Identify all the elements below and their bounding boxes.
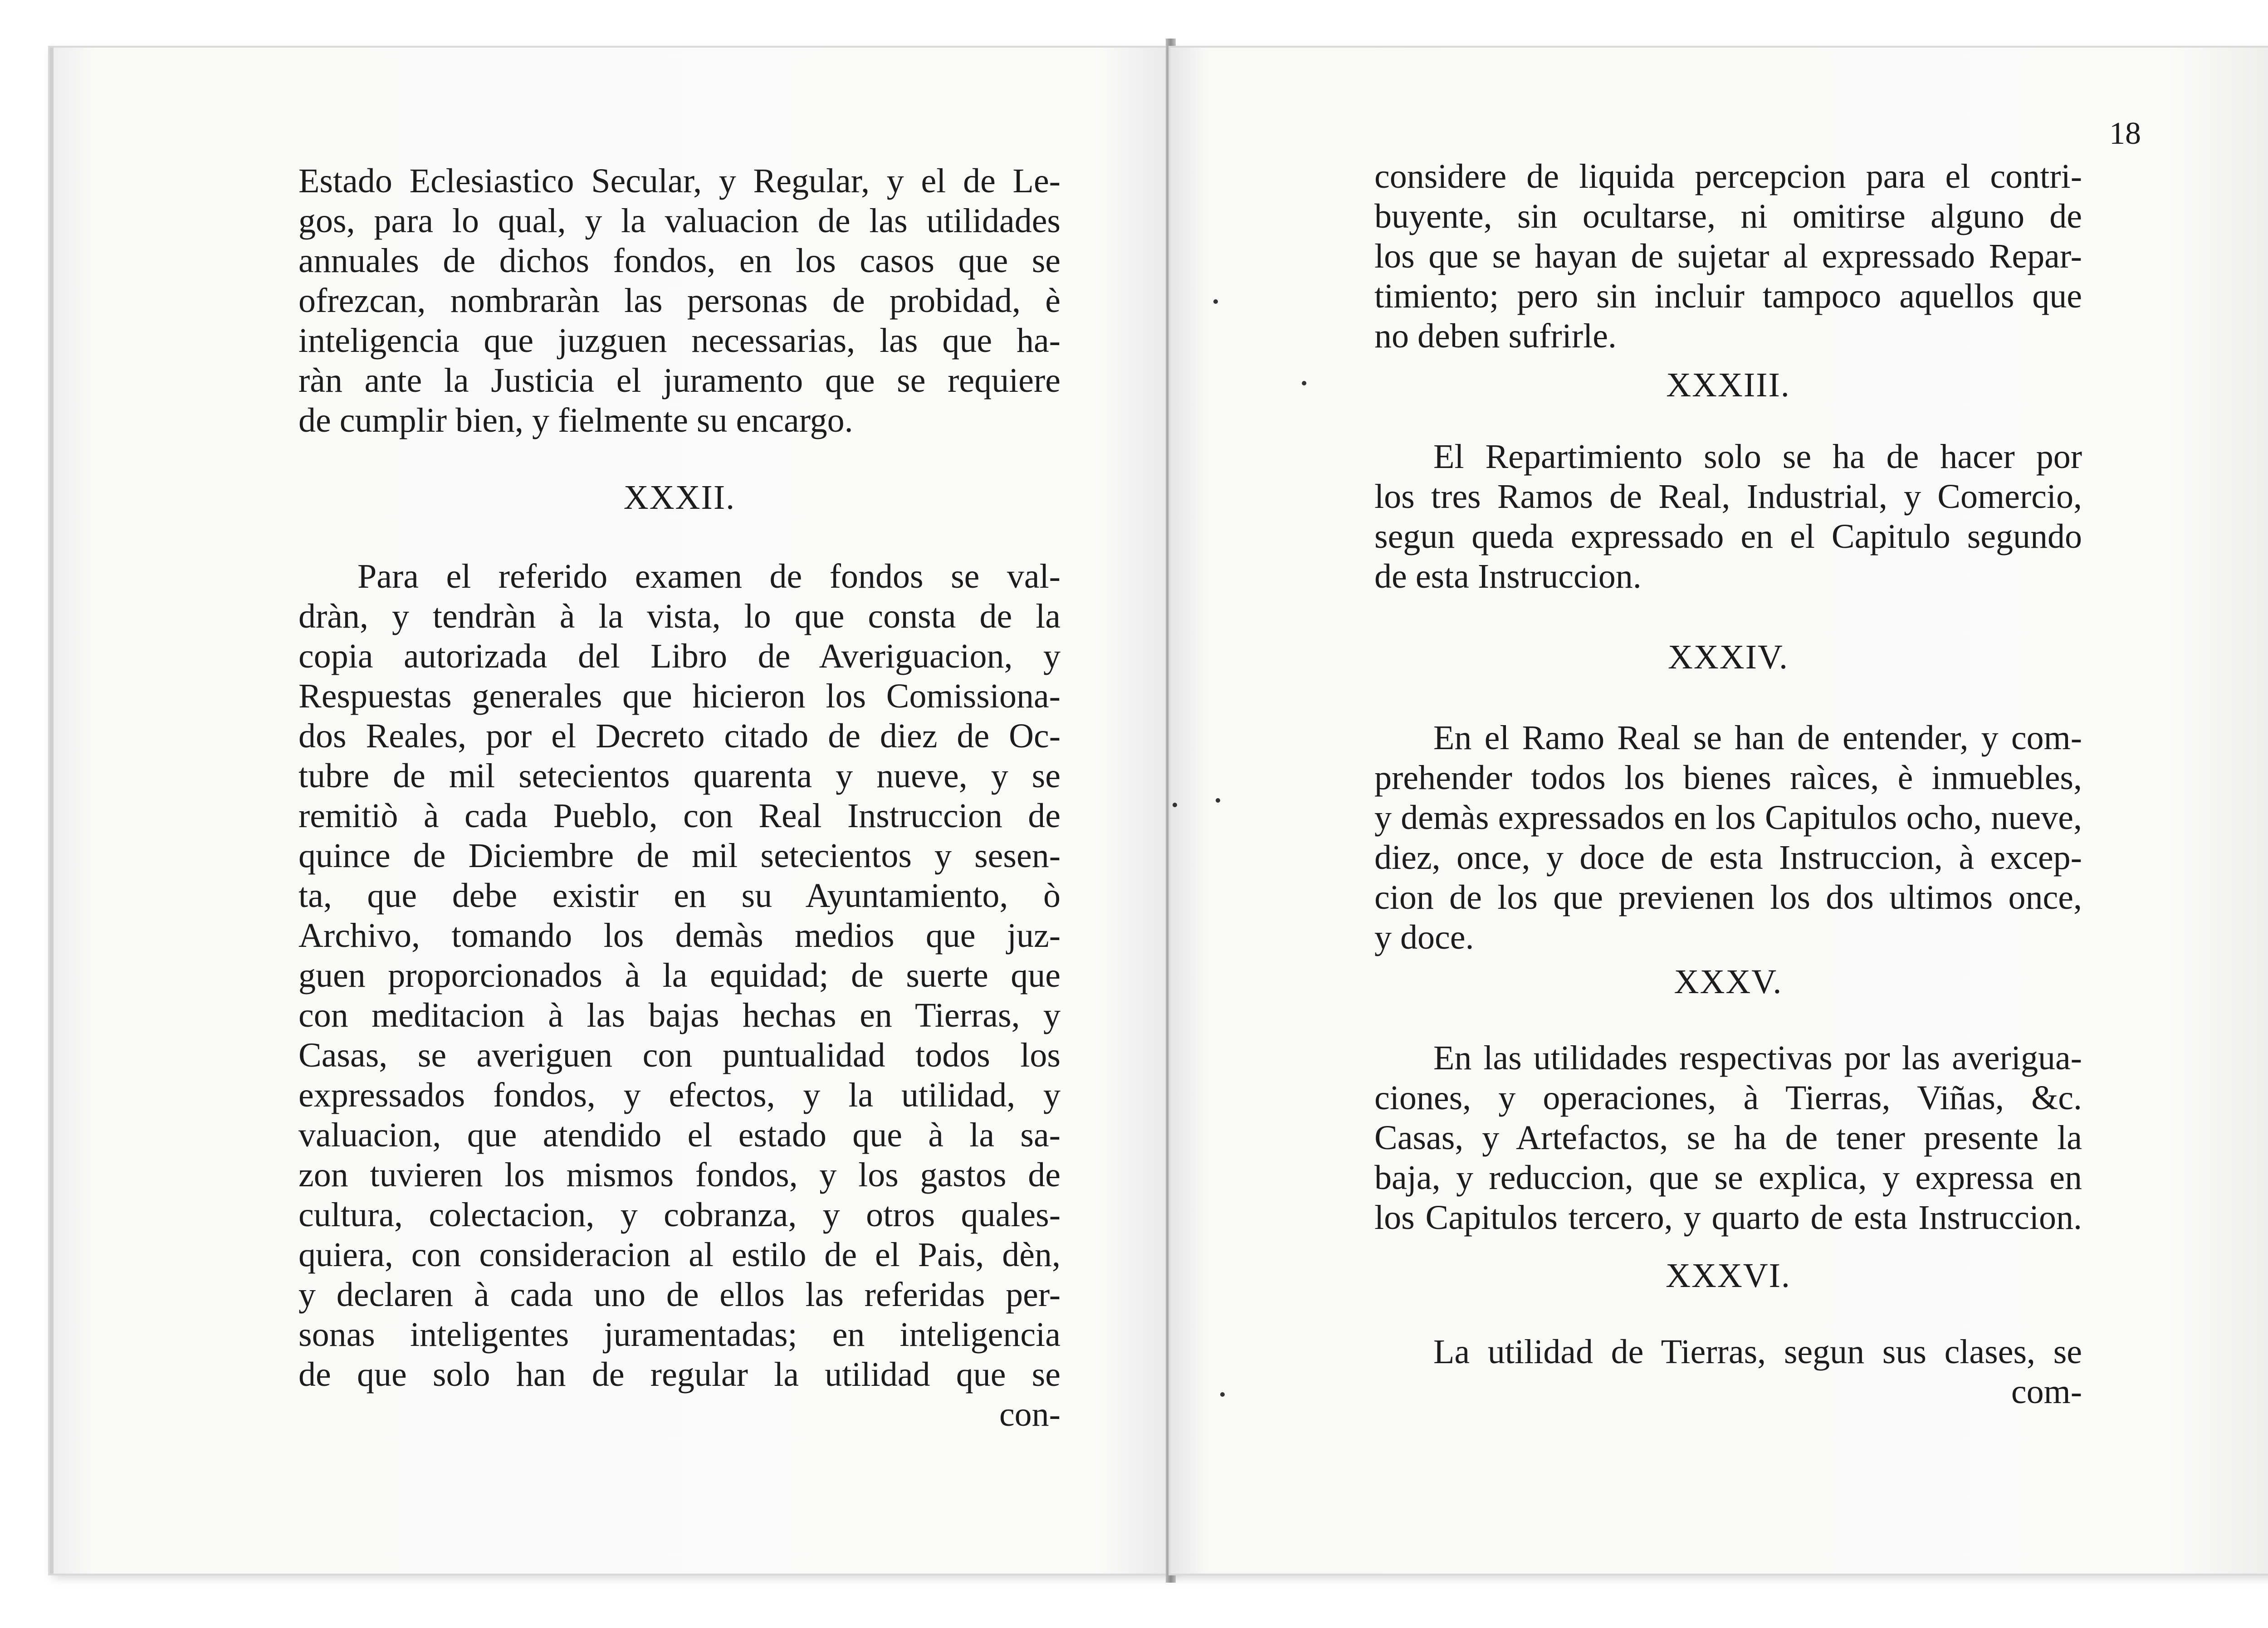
text-line: de esta Instruccion. — [1374, 557, 1642, 595]
text-line: segun queda expressado en el Capitulo segundo — [1374, 517, 2082, 556]
section-heading: XXXVI. — [1666, 1257, 1791, 1295]
right-page — [1170, 48, 2268, 1574]
text-line: valuacion, que atendido el estado que à la sa- — [298, 1116, 1061, 1154]
text-line: timiento; pero sin incluir tampoco aquellos que — [1374, 277, 2082, 315]
text-line: Archivo, tomando los demàs medios que juz- — [298, 916, 1061, 955]
text-line: tubre de mil setecientos quarenta y nueve, y se — [298, 757, 1061, 795]
text-line: ofrezcan, nombraràn las personas de probidad, è — [298, 282, 1061, 320]
text-line: ta, que debe existir en su Ayuntamiento, ò — [298, 877, 1061, 915]
text-line: baja, y reduccion, que se explica, y expressa en — [1374, 1159, 2082, 1197]
text-line: y doce. — [1374, 918, 1474, 956]
section-heading: XXXV. — [1674, 963, 1783, 1001]
text-line: quiera, con consideracion al estilo de el Pais, dèn, — [298, 1236, 1061, 1274]
text-line: En el Ramo Real se han de entender, y com- — [1433, 719, 2082, 757]
text-line: remitiò à cada Pueblo, con Real Instruccion de — [298, 797, 1061, 835]
left-page — [50, 48, 1174, 1574]
text-line: inteligencia que juzguen necessarias, las que ha- — [298, 322, 1061, 360]
catchword: con- — [999, 1395, 1061, 1433]
text-line: annuales de dichos fondos, en los casos que se — [298, 242, 1061, 280]
text-line: y demàs expressados en los Capitulos ocho, nueve, — [1374, 799, 2082, 837]
text-line: Estado Eclesiastico Secular, y Regular, y el de Le- — [298, 162, 1061, 200]
text-line: no deben sufrirle. — [1374, 317, 1617, 355]
text-line: diez, once, y doce de esta Instruccion, à excep- — [1374, 838, 2082, 877]
section-heading: XXXII. — [623, 478, 736, 517]
right-page-text — [1374, 156, 2082, 1412]
text-line: sonas inteligentes juramentadas; en inteligencia — [298, 1316, 1061, 1354]
text-line: Respuestas generales que hicieron los Comissiona- — [298, 677, 1061, 715]
text-line: de que solo han de regular la utilidad que se — [298, 1355, 1061, 1394]
text-line: expressados fondos, y efectos, y la utilidad, y — [298, 1076, 1061, 1114]
text-line: copia autorizada del Libro de Averiguacion, y — [298, 637, 1061, 675]
text-line: ciones, y operaciones, à Tierras, Viñas, &c. — [1374, 1079, 2082, 1117]
text-line: En las utilidades respectivas por las averigua- — [1433, 1039, 2082, 1077]
text-line: quince de Diciembre de mil setecientos y sesen- — [298, 837, 1061, 875]
catchword: com- — [2011, 1373, 2082, 1411]
ink-speck — [1220, 1392, 1225, 1397]
ink-speck — [1302, 381, 1306, 385]
text-line: con meditacion à las bajas hechas en Tierras, y — [298, 996, 1061, 1034]
text-line: los que se hayan de sujetar al expressado Repar- — [1374, 237, 2082, 275]
text-line: los tres Ramos de Real, Industrial, y Comercio, — [1374, 478, 2082, 516]
text-line: los Capitulos tercero, y quarto de esta Instruccion. — [1374, 1199, 2082, 1237]
text-line: buyente, sin ocultarse, ni omitirse alguno de — [1374, 197, 2082, 235]
text-line: dràn, y tendràn à la vista, lo que consta de la — [298, 597, 1061, 635]
text-line: gos, para lo qual, y la valuacion de las utilidades — [298, 202, 1061, 240]
text-line: La utilidad de Tierras, segun sus clases, se — [1433, 1333, 2082, 1371]
text-line: cion de los que previenen los dos ultimos once, — [1374, 878, 2082, 916]
section-heading: XXXIV. — [1667, 638, 1789, 676]
text-line: cultura, colectacion, y cobranza, y otros quales- — [298, 1196, 1061, 1234]
ink-speck — [1213, 299, 1218, 304]
text-line: Para el referido examen de fondos se val- — [357, 557, 1061, 595]
ink-speck — [1216, 798, 1220, 803]
page-number: 18 — [2109, 116, 2141, 151]
text-line: ràn ante la Justicia el juramento que se requiere — [298, 361, 1061, 400]
text-line: dos Reales, por el Decreto citado de diez de Oc- — [298, 717, 1061, 755]
left-page-text — [298, 161, 1061, 1434]
ink-speck — [1173, 803, 1177, 807]
text-line: Casas, y Artefactos, se ha de tener presente la — [1374, 1119, 2082, 1157]
section-heading: XXXIII. — [1666, 366, 1790, 404]
open-book — [50, 48, 2268, 1574]
text-line: y declaren à cada uno de ellos las referidas per- — [298, 1276, 1061, 1314]
text-line: El Repartimiento solo se ha de hacer por — [1433, 438, 2082, 476]
text-line: prehender todos los bienes raìces, è inmuebles, — [1374, 759, 2082, 797]
text-line: considere de liquida percepcion para el contri- — [1374, 157, 2082, 195]
text-line: Casas, se averiguen con puntualidad todos los — [298, 1036, 1061, 1074]
text-line: guen proporcionados à la equidad; de suerte que — [298, 956, 1061, 994]
text-line: de cumplir bien, y fielmente su encargo. — [298, 401, 853, 439]
text-line: zon tuvieren los mismos fondos, y los gastos de — [298, 1156, 1061, 1194]
